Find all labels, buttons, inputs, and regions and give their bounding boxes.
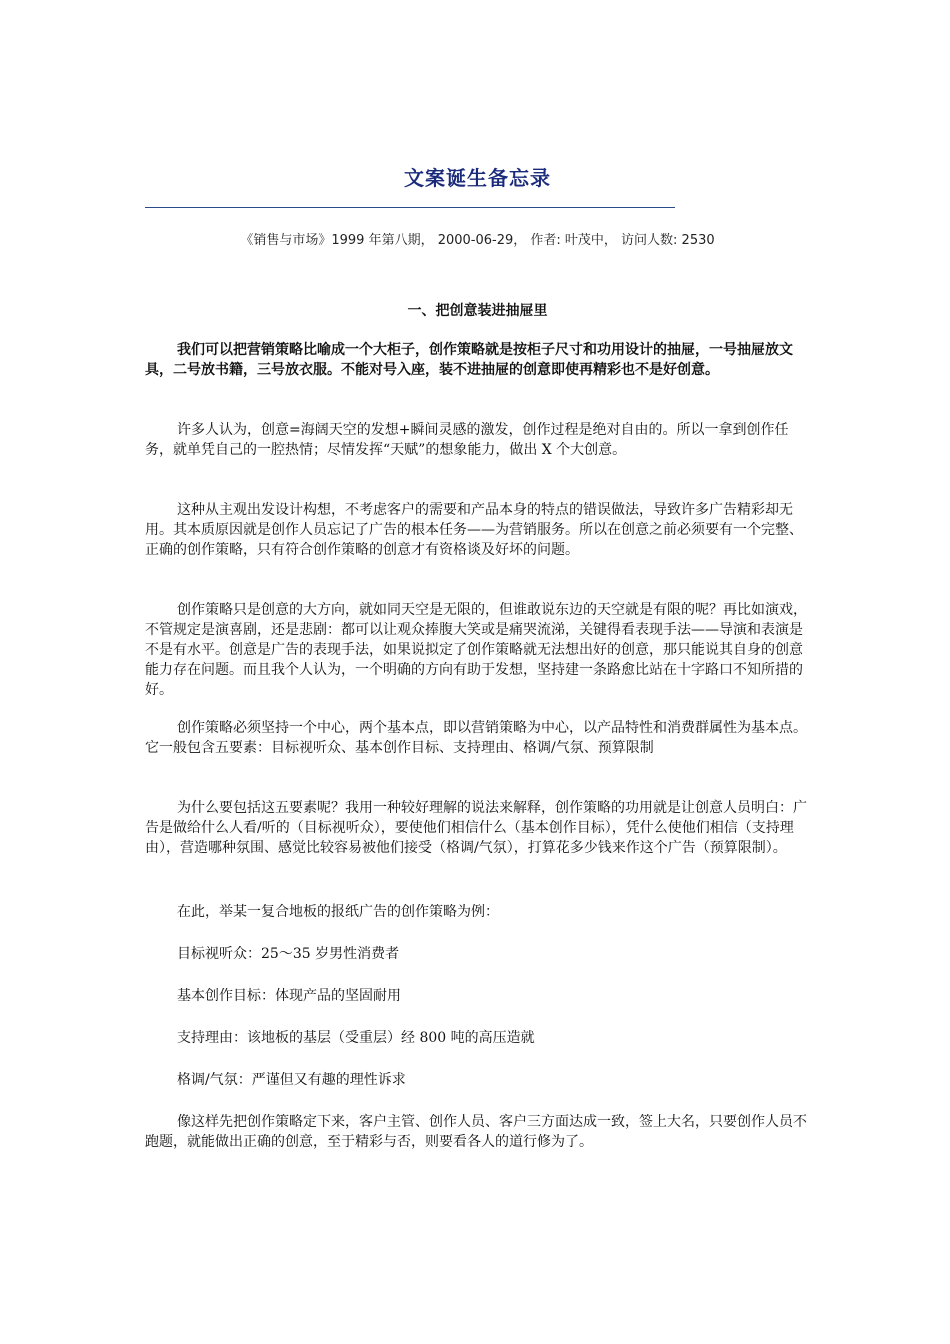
closing-paragraph: 像这样先把创作策略定下来，客户主管、创作人员、客户三方面达成一致，签上大名，只要创作人员不跑题，就能做出正确的创意，至于精彩与否，则要看各人的道行修为了。	[145, 1114, 807, 1150]
strategy-item: 基本创作目标：体现产品的坚固耐用	[177, 988, 401, 1004]
strategy-item: 支持理由：该地板的基层（受重层）经 800 吨的高压造就	[177, 1030, 535, 1046]
document-title: 文案诞生备忘录	[404, 166, 551, 190]
title-divider	[145, 207, 675, 208]
lead-paragraph: 我们可以把营销策略比喻成一个大柜子，创作策略就是按柜子尺寸和功用设计的抽屉，一号抽屉放文具，二号放书籍，三号放衣服。不能对号入座，装不进抽屉的创意即使再精彩也不是好创意。	[145, 342, 793, 378]
body-paragraph: 创作策略只是创意的大方向，就如同天空是无限的，但谁敢说东边的天空就是有限的呢？再比如演戏，不管规定是演喜剧，还是悲剧：都可以让观众捧腹大笑或是痛哭流涕，关键得看表现手法——导演和表演是不是有水平。创意是广告的表现手法，如果说拟定了创作策略就无法想出好的创意，那只能说其自身的创意能力存在问题。而且我个人认为，一个明确的方向有助于发想，坚持建一条路愈比站在十字路口不知所措的好。	[145, 602, 807, 698]
strategy-item: 格调/气氛：严谨但又有趣的理性诉求	[177, 1072, 406, 1088]
body-paragraph: 在此，举某一复合地板的报纸广告的创作策略为例：	[177, 904, 499, 920]
body-paragraph: 创作策略必须坚持一个中心，两个基本点，即以营销策略为中心，以产品特性和消费群属性为基本点。它一般包含五要素：目标视听众、基本创作目标、支持理由、格调/气氛、预算限制	[145, 720, 807, 756]
article-meta: 《销售与市场》1999 年第八期， 2000-06-29， 作者: 叶茂中， 访问人数: 2530	[240, 233, 715, 248]
strategy-item: 目标视听众：25～35 岁男性消费者	[177, 946, 400, 962]
body-paragraph: 这种从主观出发设计构想，不考虑客户的需要和产品本身的特点的错误做法，导致许多广告精彩却无用。其本质原因就是创作人员忘记了广告的根本任务——为营销服务。所以在创意之前必须要有一个完整、正确的创作策略，只有符合创作策略的创意才有资格谈及好坏的问题。	[145, 502, 803, 558]
section-heading: 一、把创意装进抽屉里	[407, 303, 548, 319]
body-paragraph: 为什么要包括这五要素呢？我用一种较好理解的说法来解释，创作策略的功用就是让创意人员明白：广告是做给什么人看/听的（目标视听众），要使他们相信什么（基本创作目标），凭什么使他们相信（支持理由），营造哪种氛围、感觉比较容易被他们接受（格调/气氛），打算花多少钱来作这个广告（预算限制）。	[145, 800, 807, 856]
body-paragraph: 许多人认为，创意=海阔天空的发想+瞬间灵感的激发，创作过程是绝对自由的。所以一拿到创作任务，就单凭自己的一腔热情；尽情发挥“天赋”的想象能力，做出 X 个大创意。	[145, 422, 789, 458]
